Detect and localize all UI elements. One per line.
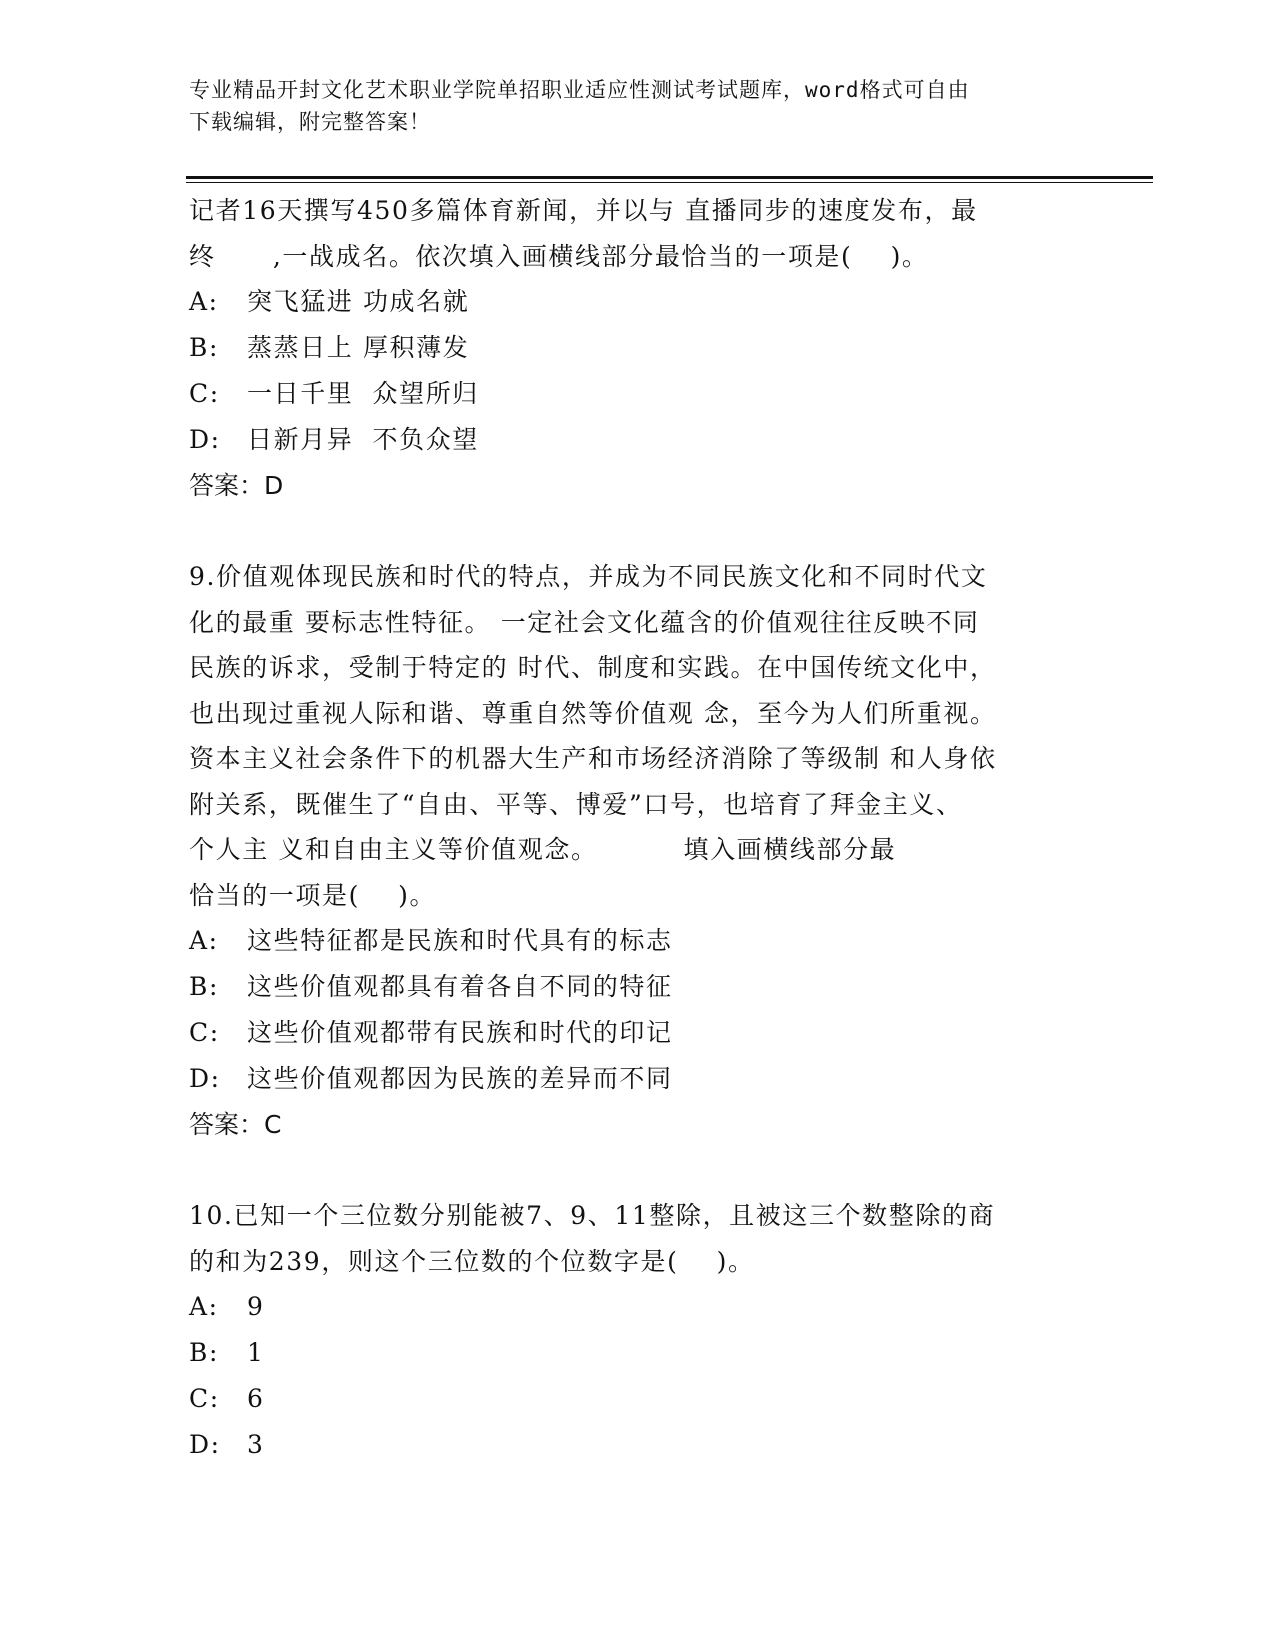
option-text: 1 xyxy=(247,1338,265,1367)
question-line: 也出现过重视人际和谐、尊重自然等价值观 念，至今为人们所重视。 xyxy=(189,698,997,728)
option-d xyxy=(189,1056,1089,1102)
option-label: C: xyxy=(189,1384,220,1413)
option-text: 这些价值观都具有着各自不同的特征 xyxy=(247,972,673,1001)
question-line: 民族的诉求，受制于特定的 时代、制度和实践。在中国传统文化中， xyxy=(189,653,997,682)
option-text: 这些价值观都带有民族和时代的印记 xyxy=(247,1018,673,1047)
option-text: 9 xyxy=(247,1292,265,1321)
option-text: 一日千里 众望所归 xyxy=(247,379,479,408)
option-d xyxy=(189,417,1089,463)
option-label: D: xyxy=(189,425,221,454)
question-spacer xyxy=(189,509,1089,554)
question-text xyxy=(189,188,1089,279)
option-d xyxy=(189,1422,1089,1468)
question-line: 10.已知一个三位数分别能被7、9、11整除，且被这三个数整除的商 xyxy=(189,1201,996,1230)
option-label: A: xyxy=(189,287,219,316)
option-label: C: xyxy=(189,1018,220,1047)
option-label: B: xyxy=(189,972,219,1001)
question-text xyxy=(189,1193,1089,1284)
question-text xyxy=(189,554,1089,918)
question-line: 个人主 义和自由主义等价值观念。 填入画横线部分最 xyxy=(189,835,897,864)
option-c xyxy=(189,371,1089,417)
option-text: 6 xyxy=(247,1384,265,1413)
question-block xyxy=(189,188,1089,509)
question-line: 的和为239，则这个三位数的个位数字是( )。 xyxy=(189,1246,755,1276)
document-header xyxy=(189,74,1069,138)
question-line: 资本主义社会条件下的机器大生产和市场经济消除了等级制 和人身依 xyxy=(189,744,997,773)
option-label: D: xyxy=(189,1430,221,1459)
answer-line: 答案：C xyxy=(189,1110,282,1139)
option-label: B: xyxy=(189,1338,219,1367)
question-line: 9.价值观体现民族和时代的特点，并成为不同民族文化和不同时代文 xyxy=(189,562,988,591)
header-line-1: 专业精品开封文化艺术职业学院单招职业适应性测试考试题库，word格式可自由 xyxy=(189,78,970,102)
option-text: 这些价值观都因为民族的差异而不同 xyxy=(247,1064,673,1093)
header-divider-thick xyxy=(186,176,1153,179)
option-a xyxy=(189,1284,1089,1330)
question-line: 恰当的一项是( )。 xyxy=(189,880,437,910)
question-list xyxy=(189,188,1089,1468)
option-b xyxy=(189,325,1089,371)
option-a xyxy=(189,918,1089,964)
question-line: 附关系，既催生了“自由、平等、博爱”口号，也培育了拜金主义、 xyxy=(189,789,963,819)
header-line-2: 下载编辑，附完整答案！ xyxy=(189,110,431,134)
option-a xyxy=(189,279,1089,325)
option-list xyxy=(189,279,1089,463)
question-block xyxy=(189,554,1089,1148)
option-text: 3 xyxy=(247,1430,265,1459)
option-text: 日新月异 不负众望 xyxy=(247,425,479,454)
option-label: B: xyxy=(189,333,219,362)
option-c xyxy=(189,1010,1089,1056)
question-line: 终 ,一战成名。依次填入画横线部分最恰当的一项是( )。 xyxy=(189,241,929,271)
option-label: D: xyxy=(189,1064,221,1093)
option-c xyxy=(189,1376,1089,1422)
answer-line: 答案：D xyxy=(189,471,284,500)
question-line: 记者16天撰写450多篇体育新闻，并以与 直播同步的速度发布，最 xyxy=(189,196,978,225)
question-spacer xyxy=(189,1148,1089,1193)
option-text: 蒸蒸日上 厚积薄发 xyxy=(247,333,470,362)
header-divider-thin xyxy=(186,182,1153,183)
question-line: 化的最重 要标志性特征。 一定社会文化蕴含的价值观往往反映不同 xyxy=(189,607,980,637)
option-text: 突飞猛进 功成名就 xyxy=(247,287,470,316)
option-b xyxy=(189,964,1089,1010)
option-label: C: xyxy=(189,379,220,408)
option-list xyxy=(189,918,1089,1102)
question-block xyxy=(189,1193,1089,1468)
option-label: A: xyxy=(189,1292,219,1321)
option-text: 这些特征都是民族和时代具有的标志 xyxy=(247,926,673,955)
option-label: A: xyxy=(189,926,219,955)
option-b xyxy=(189,1330,1089,1376)
option-list xyxy=(189,1284,1089,1468)
